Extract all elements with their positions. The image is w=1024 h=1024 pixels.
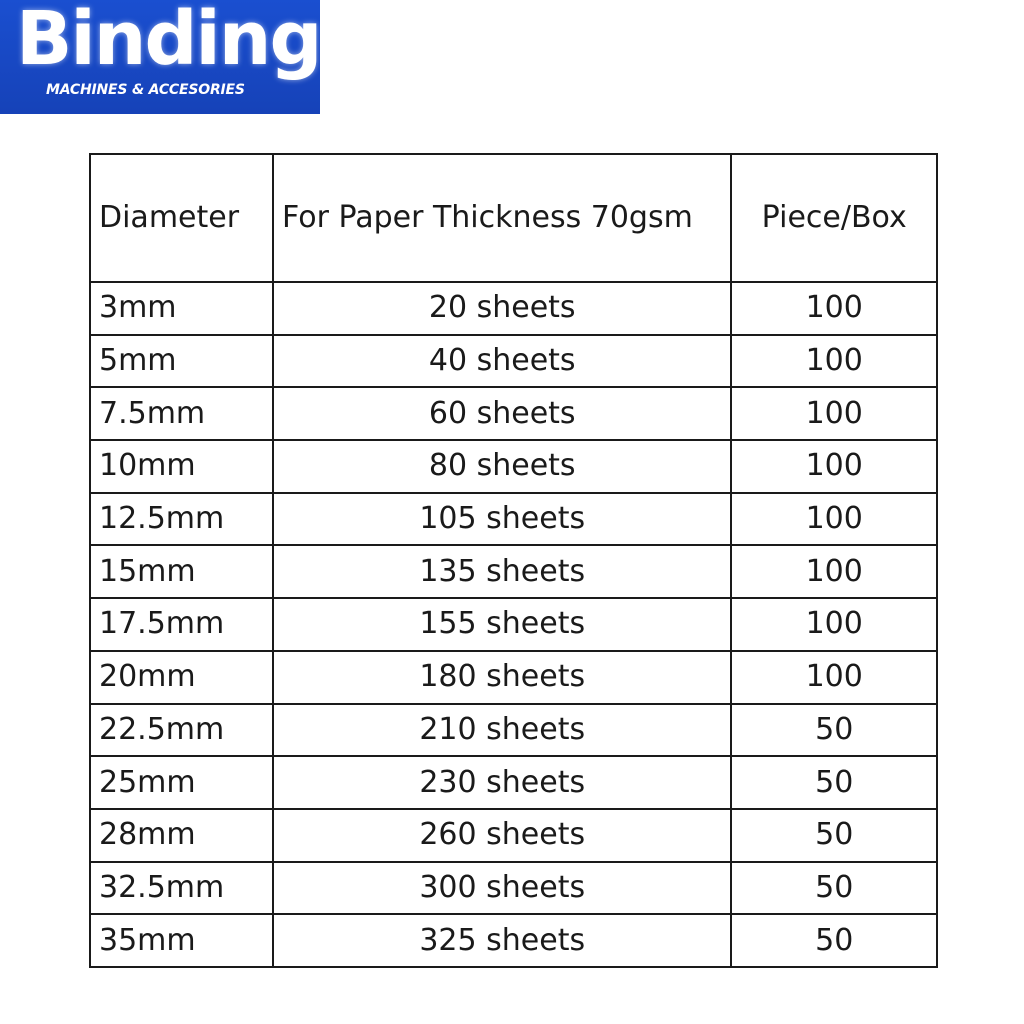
table-row: [90, 862, 937, 915]
logo-wordmark: Binding: [16, 0, 320, 82]
table-row: [90, 809, 937, 862]
table-header-row: [90, 154, 937, 282]
cell-capacity: 105 sheets: [273, 493, 731, 546]
cell-quantity: 100: [731, 387, 937, 440]
cell-quantity: 100: [731, 282, 937, 335]
cell-diameter: 3mm: [90, 282, 273, 335]
cell-diameter: 5mm: [90, 335, 273, 388]
cell-diameter: 15mm: [90, 545, 273, 598]
table-row: [90, 493, 937, 546]
cell-diameter: 35mm: [90, 914, 273, 967]
cell-capacity: 135 sheets: [273, 545, 731, 598]
table-row: [90, 387, 937, 440]
cell-capacity: 20 sheets: [273, 282, 731, 335]
cell-quantity: 50: [731, 756, 937, 809]
cell-diameter: 17.5mm: [90, 598, 273, 651]
table-row: [90, 440, 937, 493]
cell-capacity: 230 sheets: [273, 756, 731, 809]
cell-diameter: 28mm: [90, 809, 273, 862]
cell-capacity: 325 sheets: [273, 914, 731, 967]
table-row: [90, 756, 937, 809]
header-quantity: Piece/Box: [731, 154, 937, 282]
cell-diameter: 32.5mm: [90, 862, 273, 915]
table-row: [90, 545, 937, 598]
logo-tagline: MACHINES & ACCESORIES: [46, 82, 245, 98]
cell-quantity: 50: [731, 809, 937, 862]
cell-quantity: 100: [731, 335, 937, 388]
cell-diameter: 20mm: [90, 651, 273, 704]
cell-capacity: 40 sheets: [273, 335, 731, 388]
cell-capacity: 180 sheets: [273, 651, 731, 704]
cell-diameter: 7.5mm: [90, 387, 273, 440]
table-row: [90, 704, 937, 757]
table-row: [90, 914, 937, 967]
cell-capacity: 210 sheets: [273, 704, 731, 757]
cell-diameter: 22.5mm: [90, 704, 273, 757]
table-row: [90, 335, 937, 388]
table-row: [90, 598, 937, 651]
cell-quantity: 100: [731, 651, 937, 704]
cell-quantity: 50: [731, 862, 937, 915]
cell-capacity: 155 sheets: [273, 598, 731, 651]
cell-capacity: 260 sheets: [273, 809, 731, 862]
cell-diameter: 25mm: [90, 756, 273, 809]
table-body: [90, 282, 937, 967]
cell-quantity: 100: [731, 545, 937, 598]
spec-table: [89, 153, 938, 968]
header-diameter: Diameter: [90, 154, 273, 282]
cell-quantity: 100: [731, 493, 937, 546]
cell-quantity: 50: [731, 914, 937, 967]
cell-diameter: 12.5mm: [90, 493, 273, 546]
cell-quantity: 100: [731, 440, 937, 493]
cell-capacity: 80 sheets: [273, 440, 731, 493]
cell-quantity: 50: [731, 704, 937, 757]
table-row: [90, 651, 937, 704]
cell-quantity: 100: [731, 598, 937, 651]
cell-capacity: 300 sheets: [273, 862, 731, 915]
cell-diameter: 10mm: [90, 440, 273, 493]
brand-logo: [0, 0, 320, 114]
table-row: [90, 282, 937, 335]
header-capacity: For Paper Thickness 70gsm: [273, 154, 731, 282]
cell-capacity: 60 sheets: [273, 387, 731, 440]
